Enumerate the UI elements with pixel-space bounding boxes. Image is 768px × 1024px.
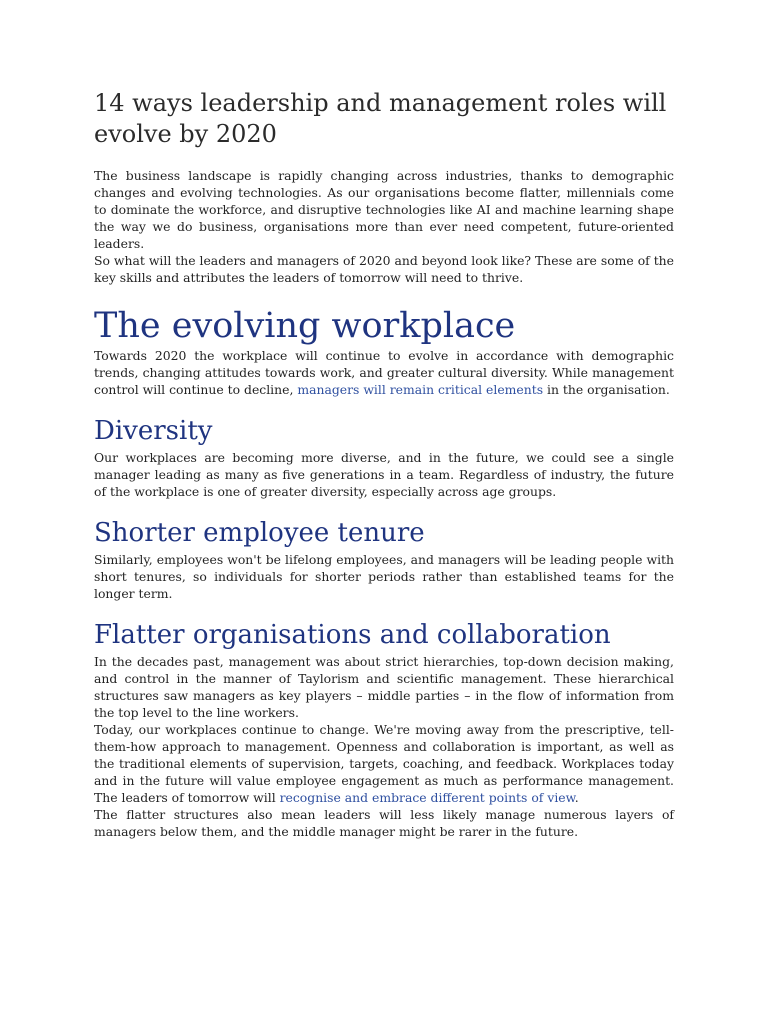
section-heading-flatter-organisations: Flatter organisations and collaboration (94, 620, 611, 650)
flatter-paragraph-today (94, 721, 674, 806)
evolving-workplace-paragraph (94, 347, 674, 398)
document-title: 14 ways leadership and management roles will evolve by 2020 (94, 89, 667, 148)
evolving-text-before: Towards 2020 the workplace will continue to evolve in accordance with demographic trends, changing attitudes towards work, and greater cultural diversity. While management control will continue to decline, (94, 348, 674, 397)
intro-paragraph: The business landscape is rapidly changing across industries, thanks to demographic changes and evolving technologies. As our organisations become flatter, millennials come to dominate the workforce, and disruptive technologies like AI and machine learning shape the way we do business, organisations more than ever need competent, future-oriented leaders. (94, 168, 674, 251)
managers-critical-link[interactable]: managers will remain critical elements (297, 382, 544, 397)
section-heading-diversity: Diversity (94, 416, 213, 446)
flatter-paragraph-history: In the decades past, management was about strict hierarchies, top-down decision making, and control in the manner of Taylorism and scientific management. These hierarchical structures saw managers as key players – middle parties – in the flow of information from the top level to the line workers. (94, 654, 674, 720)
points-of-view-link[interactable]: recognise and embrace different points of view (279, 790, 575, 805)
flatter-paragraph-structures: The flatter structures also mean leaders will less likely manage numerous layers of managers below them, and the middle manager might be rarer in the future. (94, 807, 674, 839)
diversity-paragraph: Our workplaces are becoming more diverse, and in the future, we could see a single manager leading as many as five generations in a team. Regardless of industry, the future of the workplace is one of greater diversity, especially across age groups. (94, 450, 674, 499)
flatter-text-before: Today, our workplaces continue to change. We're moving away from the prescriptive, tell-them-how approach to management. Openness and collaboration is important, as well as the traditional elements of supervision, targets, coaching, and feedback. Workplaces today and in the future will value employee engagement as much as performance management. The leaders of tomorrow will (94, 722, 674, 805)
intro-question-paragraph: So what will the leaders and managers of 2020 and beyond look like? These are some of the key skills and attributes the leaders of tomorrow will need to thrive. (94, 253, 674, 285)
shorter-tenure-paragraph: Similarly, employees won't be lifelong employees, and managers will be leading people with short tenures, so individuals for shorter periods rather than established teams for the longer term. (94, 552, 674, 601)
document-page (94, 88, 674, 840)
flatter-text-after: . (574, 790, 579, 805)
evolving-text-after: in the organisation. (543, 382, 670, 397)
section-heading-shorter-tenure: Shorter employee tenure (94, 518, 425, 548)
section-heading-evolving-workplace: The evolving workplace (94, 306, 516, 346)
